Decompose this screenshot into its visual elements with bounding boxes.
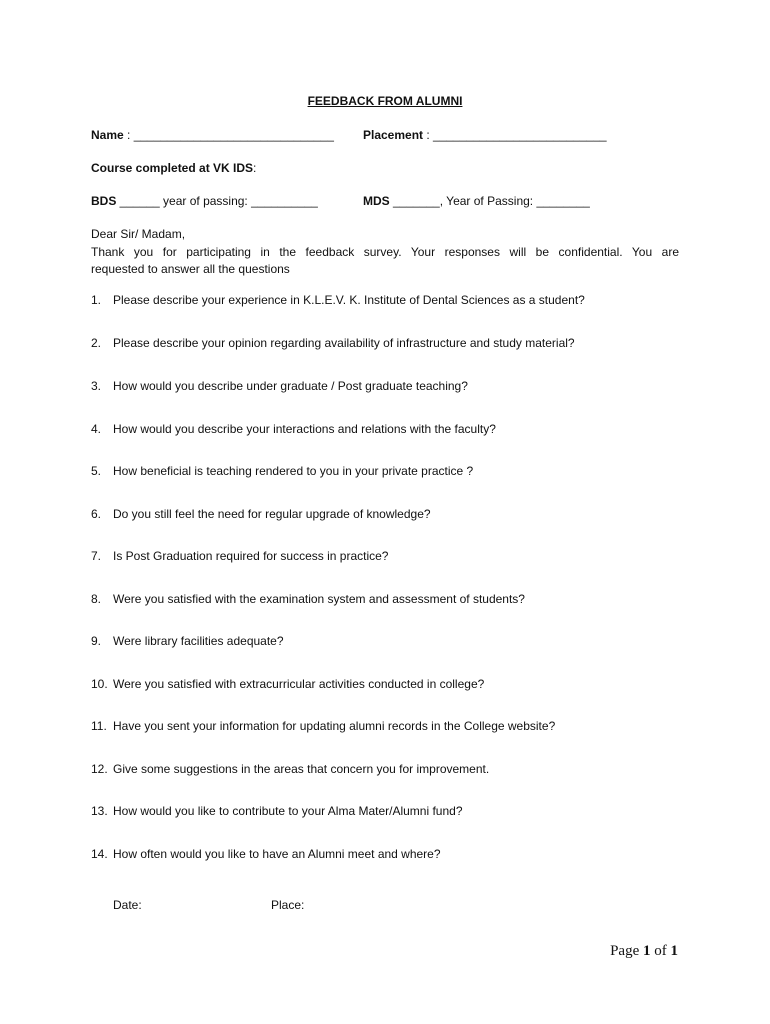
name-label: Name [91,128,124,142]
question-number: 10. [91,677,108,691]
question-number: 14. [91,847,108,861]
bds-blank: ______ year of passing: __________ [116,194,318,208]
place-label: Place: [271,898,305,912]
question-text: Give some suggestions in the areas that concern you for improvement. [113,762,490,776]
question-number: 2. [91,336,102,350]
question-number: 6. [91,507,102,521]
course-label: Course completed at VK IDS [91,161,254,175]
document-title: FEEDBACK FROM ALUMNI [307,94,463,108]
question-text: Were you satisfied with extracurricular activities conducted in college? [113,677,485,691]
bds-label: BDS [91,194,117,208]
question-text: Please describe your experience in K.L.E.V. K. Institute of Dental Sciences as a student? [113,293,585,307]
mds-field [363,194,590,208]
question-text: How often would you like to have an Alumni meet and where? [113,847,441,861]
question-number: 12. [91,762,108,776]
question-text: How would you like to contribute to your Alma Mater/Alumni fund? [113,804,463,818]
question-number: 8. [91,592,102,606]
course-field [91,161,256,175]
page-number-footer [610,943,678,960]
question-text: Do you still feel the need for regular upgrade of knowledge? [113,507,431,521]
question-number: 9. [91,634,102,648]
name-blank: : ______________________________ [123,128,334,142]
mds-blank: _______, Year of Passing: ________ [389,194,590,208]
question-number: 4. [91,422,102,436]
mds-label: MDS [363,194,390,208]
question-text: Please describe your opinion regarding availability of infrastructure and study material? [113,336,575,350]
question-text: How would you describe your interactions and relations with the faculty? [113,422,496,436]
date-label: Date: [113,898,142,912]
question-number: 13. [91,804,108,818]
question-number: 7. [91,549,102,563]
question-number: 5. [91,464,102,478]
question-text: Were you satisfied with the examination system and assessment of students? [113,592,525,606]
salutation: Dear Sir/ Madam, [91,227,186,241]
of-word: of [650,943,671,959]
placement-blank: : __________________________ [423,128,607,142]
question-number: 11. [91,719,107,733]
question-text: Have you sent your information for updating alumni records in the College website? [113,719,556,733]
intro-paragraph [91,226,679,279]
intro-line-1: Thank you for participating in the feedback survey. Your responses will be confidential. You are [91,244,679,259]
placement-field [363,128,607,142]
placement-label: Placement [363,128,424,142]
course-colon: : [253,161,257,175]
question-number: 1. [91,293,102,307]
name-field [91,128,334,142]
question-text: Is Post Graduation required for success in practice? [113,549,389,563]
intro-line-2: requested to answer all the questions [91,262,290,276]
page-current: 1 [643,943,651,959]
bds-field [91,194,318,208]
question-text: Were library facilities adequate? [113,634,284,648]
page-word: Page [610,943,643,959]
question-text: How would you describe under graduate / Post graduate teaching? [113,379,468,393]
question-text: How beneficial is teaching rendered to you in your private practice ? [113,464,474,478]
question-number: 3. [91,379,102,393]
page-total: 1 [670,943,678,959]
